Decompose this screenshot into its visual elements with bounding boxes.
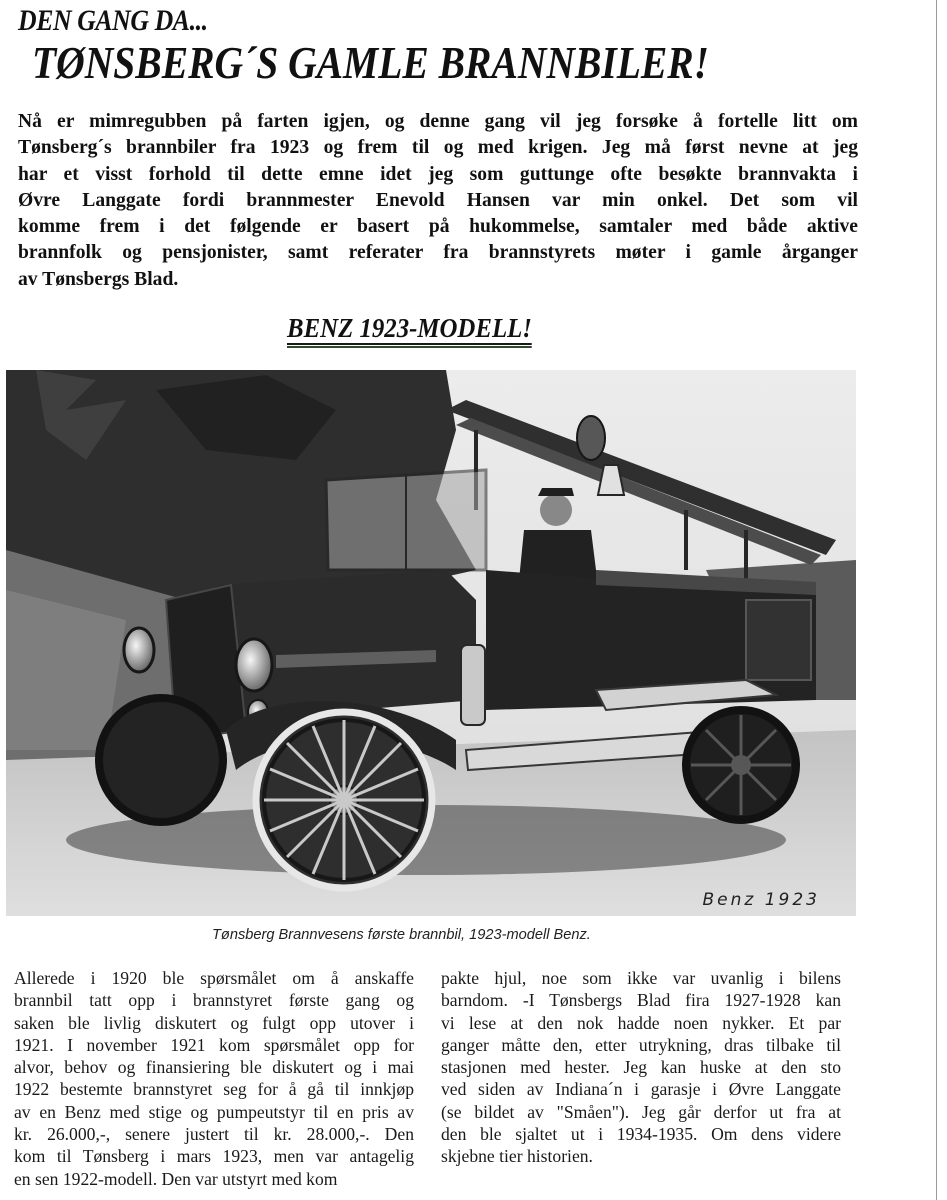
section-heading: BENZ 1923-MODELL! [287, 313, 532, 343]
intro-line: brannfolk og pensjonister, samt referater fra brannstyrets møter i gamle årganger [18, 242, 858, 264]
body-line: pakte hjul, noe som ikke var uvanlig i bilens [441, 968, 841, 988]
intro-paragraph [18, 109, 858, 293]
intro-line: Øvre Langgate fordi brannmester Enevold Hansen var min onkel. Det som vil [18, 189, 858, 211]
body-line: saken ble livlig diskutert og fulgt opp utover i [14, 1012, 414, 1033]
body-line: barndom. -I Tønsbergs Blad fira 1927-1928 kan [441, 990, 841, 1011]
body-line: den ble sjaltet ut i 1934-1935. Om dens videre [441, 1124, 841, 1145]
body-line: stasjonen med hester. Jeg kan huske at den sto [441, 1057, 841, 1078]
scan-edge-divider [936, 0, 937, 1200]
article-title: TØNSBERG´S GAMLE BRANNBILER! [32, 37, 710, 88]
body-column-left [14, 967, 414, 1190]
body-line: Allerede i 1920 ble spørsmålet om å anskaffe [14, 968, 414, 988]
body-line: en sen 1922-modell. Den var utstyrt med kom [14, 1168, 338, 1189]
body-line: alvor, behov og finansiering ble diskutert og i mai [14, 1057, 414, 1078]
intro-line: av Tønsbergs Blad. [18, 268, 179, 290]
handwritten-photo-label: Benz 1923 [702, 890, 820, 910]
body-line: vi lese at den nok hadde noen nykker. Et par [441, 1012, 841, 1033]
body-line: kom til Tønsberg i mars 1923, men var antagelig [14, 1146, 414, 1167]
fire-truck-photo [6, 370, 856, 916]
body-line: ganger måtte den, etter utrykning, dras tilbake til [441, 1034, 841, 1055]
fire-truck-illustration [6, 370, 856, 916]
intro-line: Nå er mimregubben på farten igjen, og denne gang vil jeg forsøke å fortelle litt om [18, 111, 858, 132]
body-line: av en Benz med stige og pumpeutstyr til en pris av [14, 1101, 414, 1122]
body-line: skjebne tier historien. [441, 1146, 593, 1167]
intro-line: har et visst forhold til dette emne idet jeg som guttunge ofte besøkte brannvakta i [18, 163, 858, 185]
body-line: 1921. I november 1921 kom spørsmålet opp for [14, 1034, 414, 1055]
intro-line: komme frem i det følgende er basert på hukommelse, samtaler med både aktive [18, 216, 858, 238]
body-line: (se bildet av "Småen"). Jeg går derfor ut fra at [441, 1101, 841, 1122]
photo-caption: Tønsberg Brannvesens første brannbil, 1923-modell Benz. [212, 927, 591, 943]
intro-line: Tønsberg´s brannbiler fra 1923 og frem til og med krigen. Jeg må først nevne at jeg [18, 137, 858, 159]
body-column-right [441, 967, 841, 1168]
body-line: brannbil tatt opp i brannstyret første gang og [14, 990, 414, 1011]
body-line: kr. 26.000,-, senere justert til kr. 28.000,-. Den [14, 1124, 414, 1145]
body-line: ved siden av Indiana´n i garasje i Øvre Langgate [441, 1079, 841, 1100]
article-kicker: DEN GANG DA... [18, 4, 208, 37]
body-line: 1922 bestemte brannstyret seg for å gå til innkjøp [14, 1079, 414, 1100]
